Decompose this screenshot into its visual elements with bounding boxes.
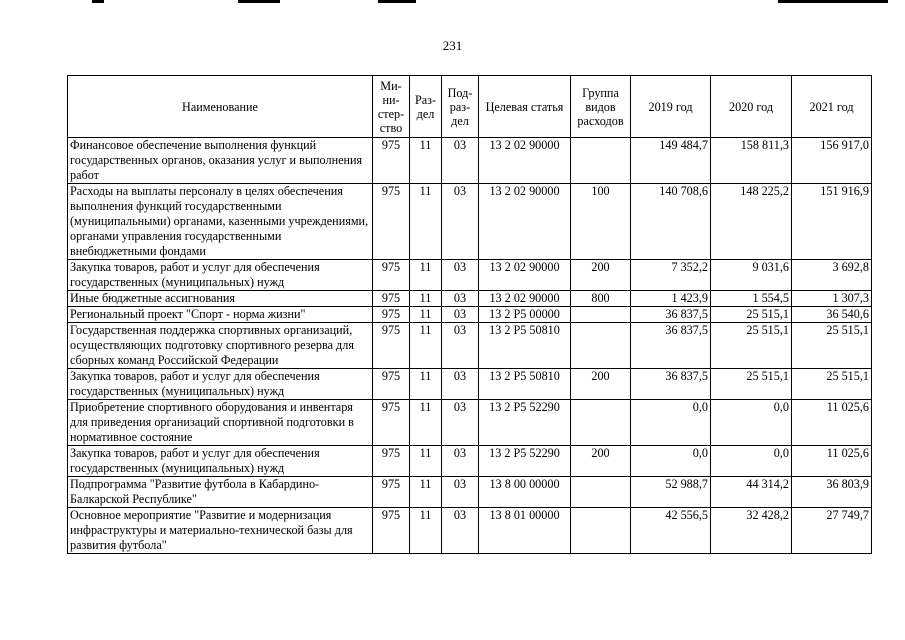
cell-name: Расходы на выплаты персоналу в целях обеспечения выполнения функций государственными (муниципальными) органами, казенными учреждениями, органами управления государственными внебюджетными фондами: [68, 184, 373, 260]
cell-section: 11: [410, 138, 442, 184]
cell-subsection: 03: [442, 323, 479, 369]
cell-ministry: 975: [373, 508, 410, 554]
table-row: [68, 307, 872, 323]
table-header-row: [68, 76, 872, 138]
cell-ministry: 975: [373, 138, 410, 184]
cell-2019: 149 484,7: [631, 138, 711, 184]
cell-subsection: 03: [442, 138, 479, 184]
cell-expense-group: [571, 307, 631, 323]
cell-name: Подпрограмма "Развитие футбола в Кабардино-Балкарской Республике": [68, 477, 373, 508]
cell-2020: 0,0: [711, 400, 792, 446]
cell-name: Региональный проект "Спорт - норма жизни": [68, 307, 373, 323]
cell-section: 11: [410, 446, 442, 477]
cell-target-article: 13 2 02 90000: [479, 184, 571, 260]
cell-2019: 52 988,7: [631, 477, 711, 508]
cell-ministry: 975: [373, 323, 410, 369]
table-row: [68, 323, 872, 369]
cell-ministry: 975: [373, 291, 410, 307]
cell-2020: 158 811,3: [711, 138, 792, 184]
cell-2020: 25 515,1: [711, 369, 792, 400]
cell-expense-group: 200: [571, 369, 631, 400]
cell-2021: 11 025,6: [792, 400, 872, 446]
cell-section: 11: [410, 184, 442, 260]
cell-2021: 151 916,9: [792, 184, 872, 260]
cell-ministry: 975: [373, 369, 410, 400]
cell-expense-group: [571, 400, 631, 446]
cell-2021: 25 515,1: [792, 369, 872, 400]
header-target-article: Целевая статья: [479, 76, 571, 138]
cell-name: Закупка товаров, работ и услуг для обеспечения государственных (муниципальных) нужд: [68, 260, 373, 291]
cell-section: 11: [410, 477, 442, 508]
cell-name: Основное мероприятие "Развитие и модернизация инфраструктуры и материально-технической базы для развития футбола": [68, 508, 373, 554]
cell-subsection: 03: [442, 184, 479, 260]
cell-subsection: 03: [442, 260, 479, 291]
cell-2021: 27 749,7: [792, 508, 872, 554]
cell-section: 11: [410, 291, 442, 307]
cell-section: 11: [410, 400, 442, 446]
cell-expense-group: [571, 323, 631, 369]
cell-2020: 148 225,2: [711, 184, 792, 260]
cell-name: Закупка товаров, работ и услуг для обеспечения государственных (муниципальных) нужд: [68, 446, 373, 477]
header-2019: 2019 год: [631, 76, 711, 138]
cell-subsection: 03: [442, 291, 479, 307]
cell-subsection: 03: [442, 369, 479, 400]
header-expense-group: Группа видов расходов: [571, 76, 631, 138]
page-number: 231: [442, 38, 463, 53]
cell-expense-group: 800: [571, 291, 631, 307]
cell-ministry: 975: [373, 400, 410, 446]
cell-section: 11: [410, 307, 442, 323]
table-row: [68, 477, 872, 508]
cell-target-article: 13 2 P5 00000: [479, 307, 571, 323]
cell-ministry: 975: [373, 477, 410, 508]
cell-2021: 156 917,0: [792, 138, 872, 184]
cell-name: Государственная поддержка спортивных организаций, осуществляющих подготовку спортивного резерва для сборных команд Российской Федерации: [68, 323, 373, 369]
cell-2020: 9 031,6: [711, 260, 792, 291]
header-ministry: Ми-ни-стер-ство: [373, 76, 410, 138]
table-row: [68, 291, 872, 307]
cell-2021: 36 803,9: [792, 477, 872, 508]
header-2021: 2021 год: [792, 76, 872, 138]
header-section: Раз-дел: [410, 76, 442, 138]
cell-ministry: 975: [373, 184, 410, 260]
cell-expense-group: [571, 138, 631, 184]
cell-section: 11: [410, 323, 442, 369]
cell-ministry: 975: [373, 446, 410, 477]
cell-expense-group: [571, 508, 631, 554]
cell-subsection: 03: [442, 477, 479, 508]
cell-2019: 140 708,6: [631, 184, 711, 260]
cell-2019: 36 837,5: [631, 369, 711, 400]
cell-target-article: 13 2 02 90000: [479, 291, 571, 307]
cell-expense-group: 200: [571, 446, 631, 477]
cell-subsection: 03: [442, 307, 479, 323]
table-row: [68, 138, 872, 184]
cell-expense-group: 100: [571, 184, 631, 260]
header-subsection: Под-раз-дел: [442, 76, 479, 138]
cell-2020: 0,0: [711, 446, 792, 477]
cell-ministry: 975: [373, 307, 410, 323]
cell-2019: 36 837,5: [631, 323, 711, 369]
cell-subsection: 03: [442, 400, 479, 446]
header-2020: 2020 год: [711, 76, 792, 138]
cell-section: 11: [410, 260, 442, 291]
cell-target-article: 13 2 P5 52290: [479, 400, 571, 446]
cell-target-article: 13 2 P5 52290: [479, 446, 571, 477]
cell-2019: 0,0: [631, 446, 711, 477]
cell-ministry: 975: [373, 260, 410, 291]
cell-subsection: 03: [442, 508, 479, 554]
top-edge-marks: [0, 0, 905, 6]
cell-section: 11: [410, 508, 442, 554]
cell-2020: 25 515,1: [711, 307, 792, 323]
table-row: [68, 400, 872, 446]
cell-2020: 32 428,2: [711, 508, 792, 554]
cell-target-article: 13 8 00 00000: [479, 477, 571, 508]
cell-target-article: 13 2 02 90000: [479, 138, 571, 184]
cell-2021: 1 307,3: [792, 291, 872, 307]
cell-2019: 42 556,5: [631, 508, 711, 554]
cell-2019: 36 837,5: [631, 307, 711, 323]
table-row: [68, 369, 872, 400]
cell-2019: 1 423,9: [631, 291, 711, 307]
table-row: [68, 508, 872, 554]
cell-expense-group: 200: [571, 260, 631, 291]
cell-subsection: 03: [442, 446, 479, 477]
cell-target-article: 13 8 01 00000: [479, 508, 571, 554]
cell-target-article: 13 2 P5 50810: [479, 369, 571, 400]
cell-2019: 0,0: [631, 400, 711, 446]
table-row: [68, 184, 872, 260]
cell-target-article: 13 2 02 90000: [479, 260, 571, 291]
cell-2020: 25 515,1: [711, 323, 792, 369]
cell-2021: 36 540,6: [792, 307, 872, 323]
cell-2021: 25 515,1: [792, 323, 872, 369]
cell-2021: 11 025,6: [792, 446, 872, 477]
table-row: [68, 446, 872, 477]
cell-2019: 7 352,2: [631, 260, 711, 291]
cell-2020: 1 554,5: [711, 291, 792, 307]
budget-table: [67, 75, 872, 554]
cell-2021: 3 692,8: [792, 260, 872, 291]
cell-expense-group: [571, 477, 631, 508]
cell-name: Финансовое обеспечение выполнения функций государственных органов, оказания услуг и выполнения работ: [68, 138, 373, 184]
cell-name: Закупка товаров, работ и услуг для обеспечения государственных (муниципальных) нужд: [68, 369, 373, 400]
cell-section: 11: [410, 369, 442, 400]
cell-target-article: 13 2 P5 50810: [479, 323, 571, 369]
cell-2020: 44 314,2: [711, 477, 792, 508]
cell-name: Иные бюджетные ассигнования: [68, 291, 373, 307]
header-name: Наименование: [68, 76, 373, 138]
table-row: [68, 260, 872, 291]
cell-name: Приобретение спортивного оборудования и инвентаря для приведения организаций спортивной подготовки в нормативное состояние: [68, 400, 373, 446]
